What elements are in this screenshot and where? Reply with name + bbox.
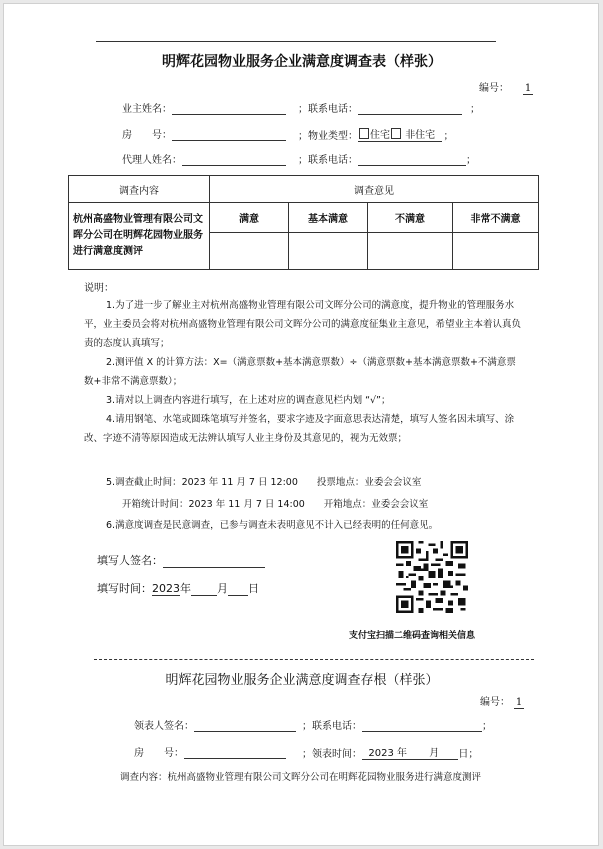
agent-phone-row — [298, 151, 476, 166]
room-field[interactable] — [172, 140, 286, 141]
agent-name-field[interactable] — [182, 165, 286, 166]
residential-checkbox[interactable] — [359, 128, 369, 139]
vote-cell-basically-satisfied[interactable] — [289, 233, 368, 270]
survey-table — [68, 175, 539, 270]
stub-phone-field[interactable] — [362, 731, 482, 732]
opinion-header: 调查意见 — [210, 176, 539, 203]
serial-number — [479, 79, 533, 95]
stub-phone-label: ；联系电话： — [302, 721, 362, 732]
qr-caption: 支付宝扫描二维码查询相关信息 — [349, 631, 476, 641]
cut-line — [94, 659, 534, 660]
receiver-field[interactable] — [194, 731, 296, 732]
phone-label: ；联系电话： — [298, 155, 358, 166]
option-very-unsatisfied: 非常不满意 — [453, 203, 539, 233]
vote-cell-very-unsatisfied[interactable] — [453, 233, 539, 270]
property-type-options — [358, 126, 442, 142]
property-type-label: ；物业类型： — [298, 131, 358, 142]
semicolon: ； — [470, 104, 480, 115]
page-title: 明辉花园物业服务企业满意度调查表（样张） — [162, 54, 442, 70]
fill-day-field[interactable] — [228, 595, 248, 596]
vote-cell-unsatisfied[interactable] — [368, 233, 453, 270]
fill-time-row — [97, 580, 259, 596]
agent-label: 代理人姓名： — [122, 155, 182, 166]
stub-phone-row — [302, 717, 492, 732]
serial-label: 编号： — [479, 83, 509, 94]
vote-cell-satisfied[interactable] — [210, 233, 289, 270]
stub-room-row — [134, 744, 286, 759]
note-1: 1.为了进一步了解业主对杭州高盛物业管理有限公司文晖分公司的满意度，提升物业的管理服务水平，业主委员会将对杭州高盛物业管理有限公司文晖分公司的满意度征集业主意见，希望业主本着认真负责的态度认真填写； — [84, 300, 522, 349]
owner-name-row — [122, 100, 286, 115]
fill-year[interactable]: 2023 — [152, 582, 180, 595]
note-2: 2.测评值 X 的计算方法：X=（满意票数+基本满意票数）÷（满意票数+基本满意票数+不满意票数+非常不满意票数）； — [84, 357, 516, 387]
semicolon: ； — [482, 721, 492, 732]
receive-time-label: ；领表时间： — [302, 749, 362, 760]
receive-year: 2023 — [368, 748, 394, 759]
signer-label: 填写人签名： — [97, 554, 163, 567]
semicolon: ； — [443, 131, 454, 142]
non-residential-checkbox[interactable] — [391, 128, 401, 139]
semicolon: ； — [466, 155, 476, 166]
agent-phone-field[interactable] — [358, 165, 466, 166]
notes-heading: 说明： — [84, 283, 114, 294]
stub-content: 调查内容：杭州高盛物业管理有限公司文晖分公司在明辉花园物业服务进行满意度测评 — [120, 772, 482, 783]
stub-serial — [480, 693, 524, 709]
stub-room-field[interactable] — [184, 758, 286, 759]
room-row — [122, 126, 286, 141]
document-page — [3, 3, 599, 846]
day-unit: 日； — [458, 749, 479, 760]
signer-field[interactable] — [163, 567, 265, 568]
stub-serial-value: 1 — [515, 697, 523, 708]
serial-value: 1 — [524, 83, 532, 94]
qr-code-icon[interactable] — [396, 541, 468, 613]
option-satisfied: 满意 — [210, 203, 289, 233]
property-type-row — [298, 126, 454, 142]
day-unit: 日 — [248, 582, 259, 595]
residential-label: 住宅 — [370, 130, 390, 141]
content-header: 调查内容 — [69, 176, 210, 203]
receive-time-field[interactable] — [362, 744, 458, 760]
fill-time-label: 填写时间： — [97, 582, 152, 595]
note-5b: 开箱统计时间：2023 年 11 月 7 日 14:00 开箱地点：业委会会议室 — [122, 499, 429, 510]
signer-row — [97, 552, 265, 568]
fill-month-field[interactable] — [191, 595, 217, 596]
agent-row — [122, 151, 286, 166]
top-rule — [96, 41, 496, 42]
stub-serial-label: 编号： — [480, 697, 510, 708]
note-6: 6.满意度调查是民意调查，已参与调查未表明意见不计入已经表明的任何意见。 — [106, 520, 439, 531]
year-unit: 年 — [397, 748, 407, 759]
owner-name-field[interactable] — [172, 114, 286, 115]
month-unit: 月 — [429, 748, 440, 759]
option-basically-satisfied: 基本满意 — [289, 203, 368, 233]
option-unsatisfied: 不满意 — [368, 203, 453, 233]
owner-phone-row — [298, 100, 480, 115]
owner-phone-field[interactable] — [358, 114, 462, 115]
phone-label: ；联系电话： — [298, 104, 358, 115]
note-4: 4.请用钢笔、水笔或圆珠笔填写并签名，要求字迹及字面意思表达清楚，填写人签名因未填写、涂改、字迹不清等原因造成无法辨认填写人业主身份及其意见的，视为无效票； — [84, 414, 515, 444]
stub-room-label: 房 号： — [134, 748, 184, 759]
stub-receiver-row — [134, 717, 296, 732]
owner-name-label: 业主姓名： — [122, 104, 172, 115]
non-residential-label: 非住宅 — [405, 130, 436, 141]
stub-receive-time-row — [302, 744, 478, 760]
month-unit: 月 — [217, 582, 228, 595]
survey-content-cell: 杭州高盛物业管理有限公司文晖分公司在明辉花园物业服务进行满意度测评 — [69, 203, 210, 270]
room-label: 房 号： — [122, 130, 172, 141]
stub-title: 明辉花园物业服务企业满意度调查存根（样张） — [165, 673, 439, 688]
year-unit: 年 — [180, 582, 191, 595]
note-3: 3.请对以上调查内容进行填写，在上述对应的调查意见栏内划 “√”； — [106, 395, 391, 406]
note-5a: 5.调查截止时间：2023 年 11 月 7 日 12:00 投票地点：业委会会议室 — [106, 477, 422, 488]
receiver-label: 领表人签名： — [134, 721, 194, 732]
